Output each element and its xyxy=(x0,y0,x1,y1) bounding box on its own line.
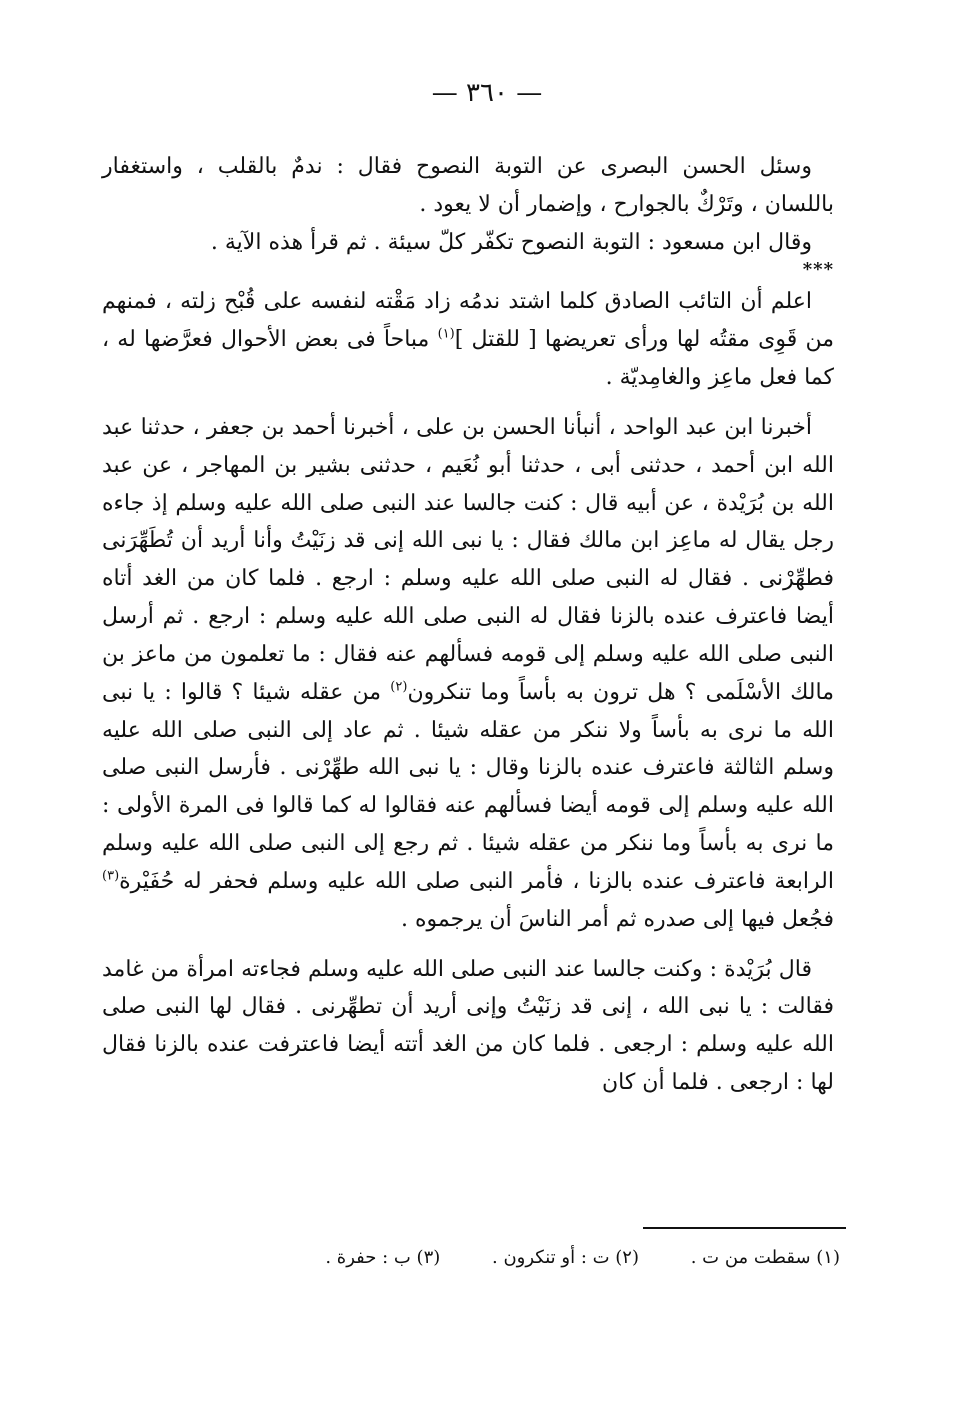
footnote-ref-3: (٣) xyxy=(102,868,120,884)
page-number: — ٣٦٠ — xyxy=(431,78,543,108)
paragraph-maiz-text-c: فجُعل فيها إلى صدره ثم أمر الناسَ أن يرجموه . xyxy=(400,906,834,932)
footnote-1: (١) سقطت من ت . xyxy=(690,1247,840,1268)
section-separator: *** xyxy=(802,259,834,281)
paragraph-maiz-text-b: من عقله شيئا ؟ قالوا : يا نبى الله ما نرى به بأساً ولا ننكر من عقله شيئا . ثم عاد إلى النبى صلى الله عليه وسلم الثالثة فاعترف عنده بالزنا وقال : يا نبى الله طهِّرْنى . فأرسل النبى صلى الله عليه وسلم إلى قومه أيضا فسألهم عنه فقالوا له كما قالوا فى المرة الأولى : ما نرى به بأساً وما ننكر من عقله شيئا . ثم رجع إلى النبى صلى الله عليه وسلم الرابعة فاعترف عنده بالزنا ، فأمر النبى صلى الله عليه وسلم فحفر له حُفَيْرة xyxy=(102,679,834,894)
footnote-ref-1: (١) xyxy=(437,326,455,342)
paragraph-repentant-text: اعلم أن التائب الصادق كلما اشتد ندمُه زاد مَقْته لنفسه على قُبْح زلته ، فمنهم من قَوِى مقتُه لها ورأى تعريضها [ للقتل ] xyxy=(102,289,834,353)
footnote-divider xyxy=(643,1227,846,1229)
main-text xyxy=(102,148,834,1102)
paragraph-maiz-hadith xyxy=(102,409,834,939)
paragraph-hasan-basri: وسئل الحسن البصرى عن التوبة النصوح فقال : ندمٌ بالقلب ، واستغفار باللسان ، وتَرْكٌ بالجوارح ، وإضمار أن لا يعود . xyxy=(102,154,834,217)
paragraph-repentant xyxy=(102,283,834,396)
paragraph-ghamidiyya: قال بُرَيْدة : وكنت جالسا عند النبى صلى الله عليه وسلم فجاءته امرأة من غامد فقالت : يا نبى الله ، إنى قد زنَيْتُ وإنى أريد أن تطهِّرنى . فقال لها النبى صلى الله عليه وسلم : ارجعى . فلما كان من الغد أتته أيضا فاعترفت عنده بالزنا فقال لها : ارجعى . فلما أن كان xyxy=(102,956,834,1096)
footnotes xyxy=(240,1247,840,1268)
footnote-2: (٢) ت : أو تنكرون . xyxy=(492,1247,639,1268)
paragraph-repentant-end: مباحاً فى بعض الأحوال فعرَّضها له ، كما فعل ماعِز والغامِديّة . xyxy=(102,327,834,391)
footnote-ref-2: (٢) xyxy=(390,679,408,695)
footnote-3: (٣) ب : حفرة . xyxy=(325,1247,441,1268)
paragraph-ibn-masud: وقال ابن مسعود : التوبة النصوح تكفّر كلّ سيئة . ثم قرأ هذه الآية . xyxy=(210,229,812,255)
paragraph-maiz-text-a: أخبرنا ابن عبد الواحد ، أنبأنا الحسن بن على ، أخبرنا أحمد بن جعفر ، حدثنا عبد الله ابن أحمد ، حدثنى أبى ، حدثنا أبو نُعَيم ، حدثنى بشير بن المهاجر ، عن عبد الله بن بُرَيْدة ، عن أبيه قال : كنت جالسا عند النبى صلى الله عليه وسلم إذ جاءه رجل يقال له ماعِز ابن مالك فقال : يا نبى الله إنى قد زنَيْتُ وأنا أريد أن تُطَهِّرَنى فطهِّرْنى . فقال له النبى صلى الله عليه وسلم : ارجع . فلما كان من الغد أتاه أيضا فاعترف عنده بالزنا فقال له النبى صلى الله عليه وسلم : ارجع . ثم أرسل النبى صلى الله عليه وسلم إلى قومه فسألهم عنه فقال : ما تعلمون من ماعز بن مالك الأسْلَمى ؟ هل ترون به بأساً وما تنكرون xyxy=(102,414,834,705)
